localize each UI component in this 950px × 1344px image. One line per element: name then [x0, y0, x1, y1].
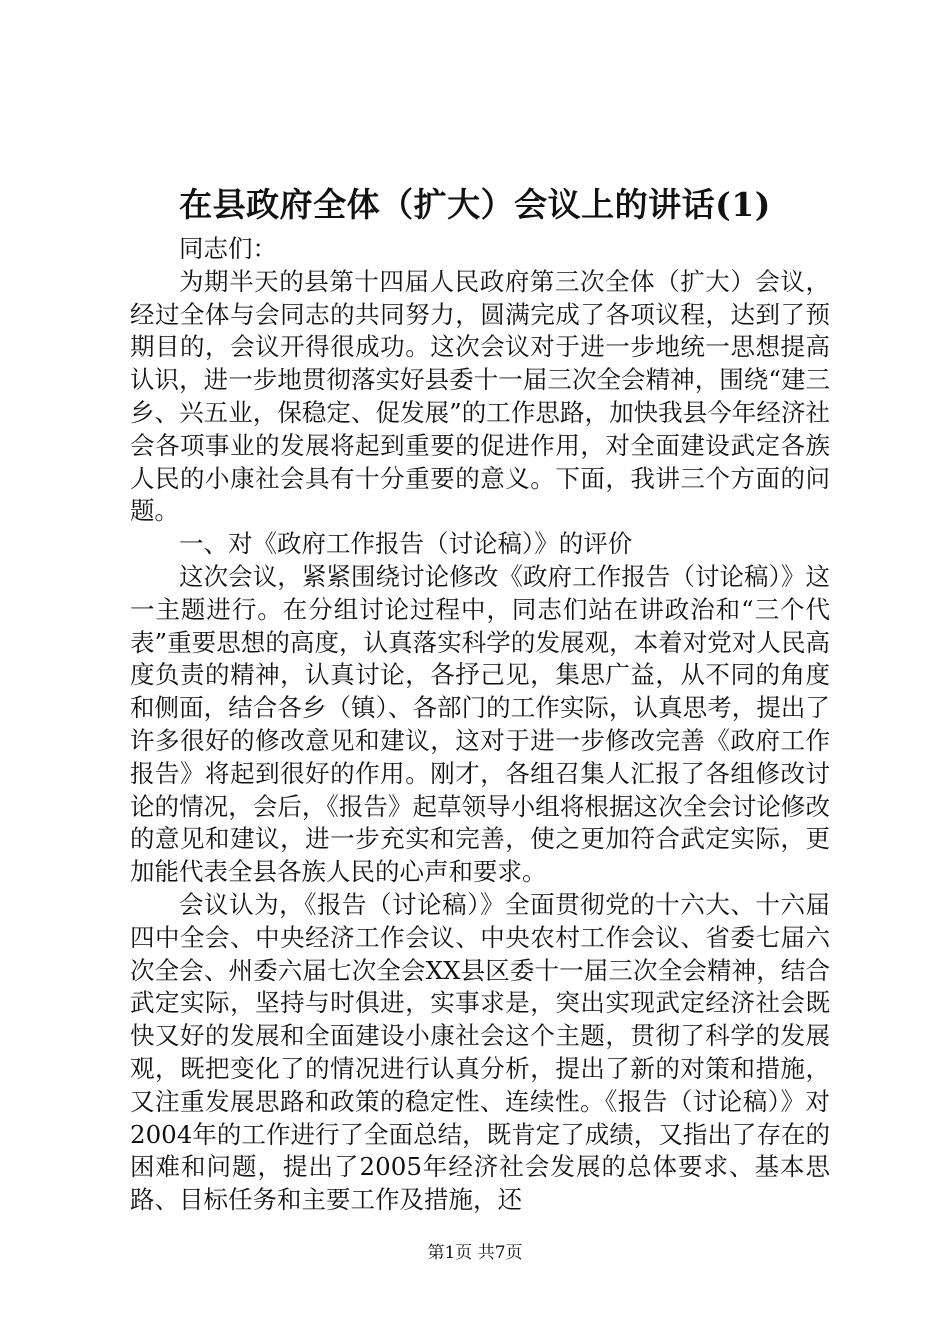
- body-paragraph-3: 会议认为，《报告（讨论稿）》全面贯彻党的十六大、十六届四中全会、中央经济工作会议、中央农村工作会议、省委七届六次全会、州委六届七次全会XX县区委十一届三次全会精神，结合武定实际，坚持与时俱进，实事求是，突出实现武定经济社会既快又好的发展和全面建设小康社会这个主题，贯彻了科学的发展观，既把变化了的情况进行认真分析，提出了新的对策和措施，又注重发展思路和政策的稳定性、连续性。《报告（讨论稿）》对2004年的工作进行了全面总结，既肯定了成绩，又指出了存在的困难和问题，提出了2005年经济社会发展的总体要求、基本思路、目标任务和主要工作及措施，还: [130, 889, 830, 1215]
- section-heading-1: 一、对《政府工作报告（讨论稿）》的评价: [179, 529, 633, 559]
- body-paragraph-2: 这次会议，紧紧围绕讨论修改《政府工作报告（讨论稿）》这一主题进行。在分组讨论过程中，同志们站在讲政治和“三个代表”重要思想的高度，认真落实科学的发展观，本着对党对人民高度负责的精神，认真讨论，各抒己见，集思广益，从不同的角度和侧面，结合各乡（镇）、各部门的工作实际，认真思考，提出了许多很好的修改意见和建议，这对于进一步修改完善《政府工作报告》将起到很好的作用。刚才，各组召集人汇报了各组修改讨论的情况，会后，《报告》起草领导小组将根据这次全会讨论修改的意见和建议，进一步充实和完善，使之更加符合武定实际，更加能代表全县各族人民的心声和要求。: [130, 561, 830, 887]
- document-title: 在县政府全体（扩大）会议上的讲话(1): [179, 185, 771, 224]
- page-number-footer: 第1页 共7页: [427, 1243, 523, 1263]
- salutation: 同志们：: [179, 234, 277, 263]
- document-body: [130, 233, 830, 1217]
- body-paragraph-1: 为期半天的县第十四届人民政府第三次全体（扩大）会议，经过全体与会同志的共同努力，圆满完成了各项议程，达到了预期目的，会议开得很成功。这次会议对于进一步地统一思想提高认识，进一步地贯彻落实好县委十一届三次全会精神，围绕“建三乡、兴五业，保稳定、促发展”的工作思路，加快我县今年经济社会各项事业的发展将起到重要的促进作用，对全面建设武定各族人民的小康社会具有十分重要的意义。下面，我讲三个方面的问题。: [130, 266, 830, 526]
